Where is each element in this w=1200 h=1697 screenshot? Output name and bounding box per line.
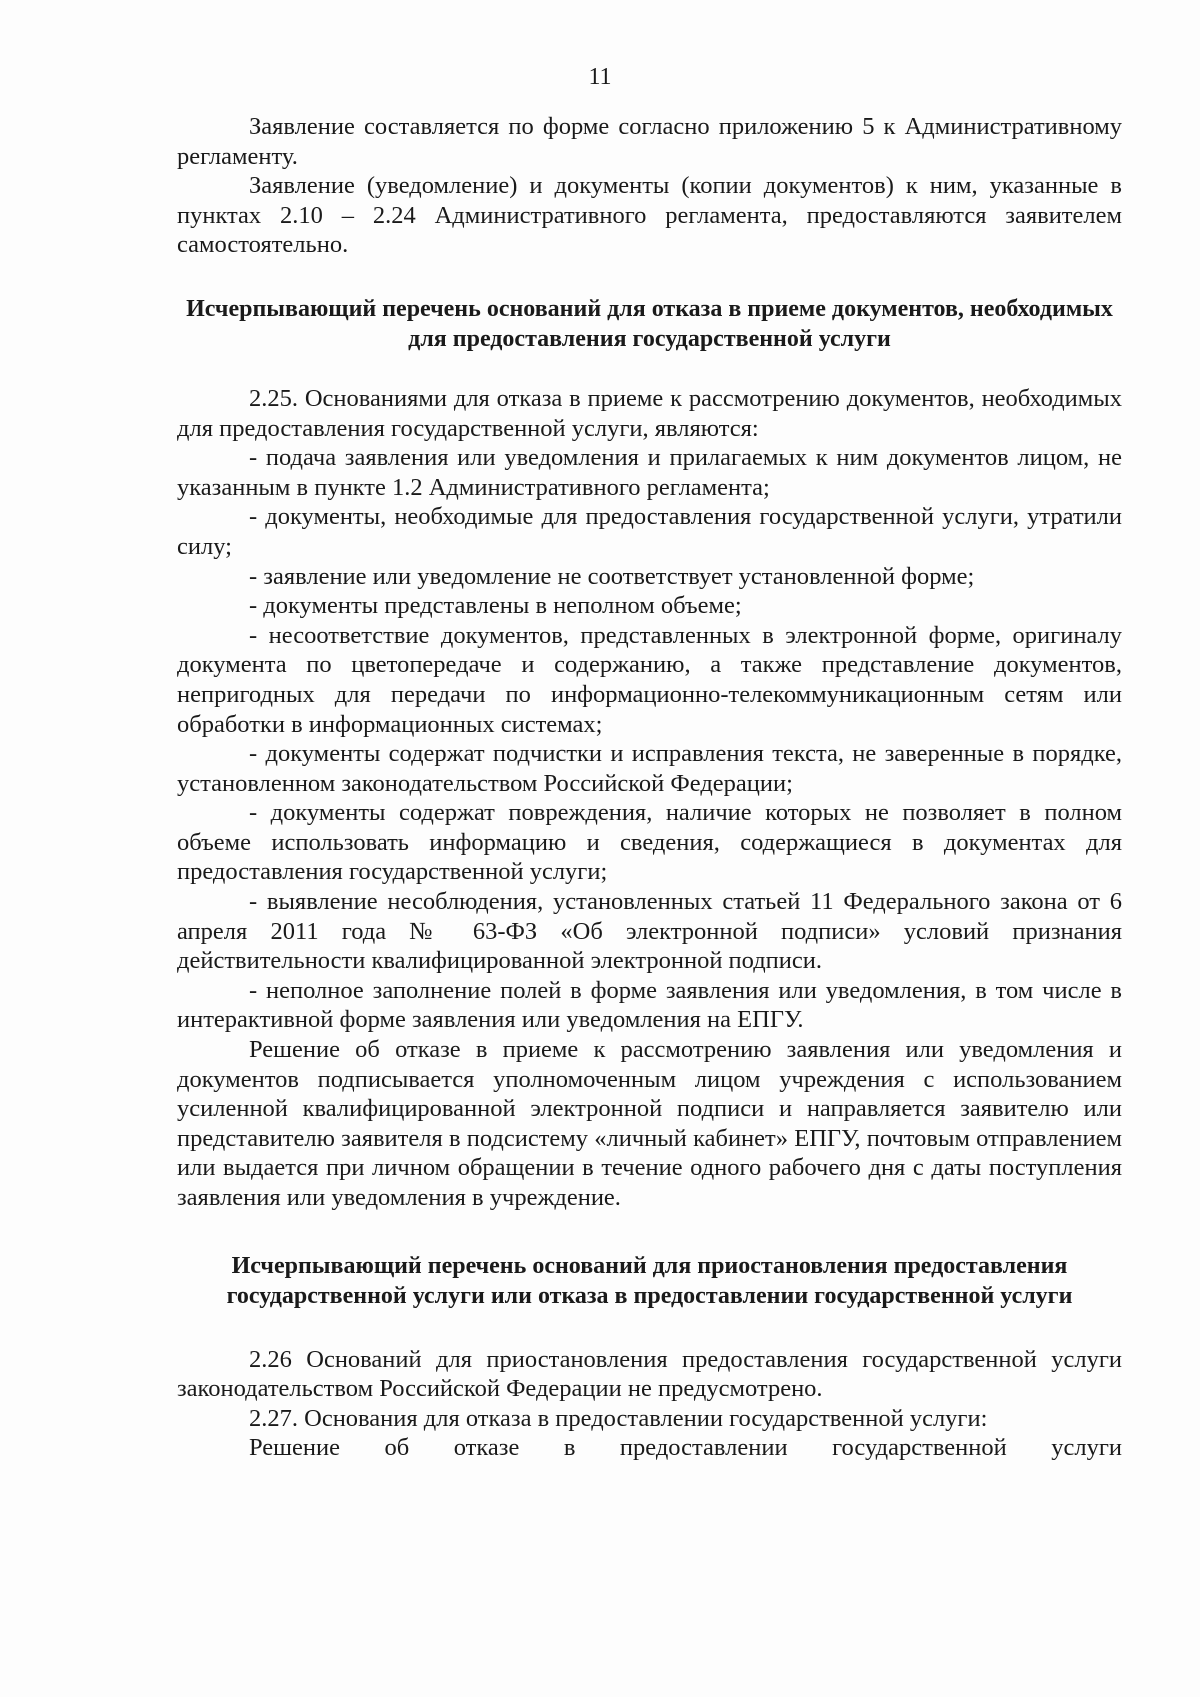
- list-item: - выявление несоблюдения, установленных статьей 11 Федерального закона от 6 апреля 2011 года № 63-ФЗ «Об электронной подписи» условий признания действительности квалифицированной электронной подписи.: [177, 888, 1122, 975]
- list-item: - неполное заполнение полей в форме заявления или уведомления, в том числе в интерактивной форме заявления или уведомления на ЕПГУ.: [177, 976, 1122, 1034]
- section-heading: Исчерпывающий перечень оснований для отказа в приеме документов, необходимых для предоставления государственной услуги: [186, 295, 1113, 352]
- intro-paragraph: Заявление составляется по форме согласно приложению 5 к Административному регламенту.: [177, 113, 1122, 170]
- section-heading: Исчерпывающий перечень оснований для приостановления предоставления государственной услуги или отказа в предоставлении государственной услуги: [226, 1252, 1073, 1309]
- list-item: - документы содержат подчистки и исправления текста, не заверенные в порядке, установленном законодательством Российской Федерации;: [177, 740, 1122, 797]
- body-paragraph: 2.27. Основания для отказа в предоставлении государственной услуги:: [249, 1404, 988, 1432]
- body-paragraph: 2.26 Оснований для приостановления предоставления государственной услуги законодательством Российской Федерации не предусмотрено.: [177, 1345, 1122, 1403]
- list-item: - документы содержат повреждения, наличие которых не позволяет в полном объеме использовать информацию и сведения, содержащиеся в документах для предоставления государственной услуги;: [177, 799, 1122, 886]
- page-number: 11: [588, 64, 612, 90]
- body-paragraph: 2.25. Основаниями для отказа в приеме к рассмотрению документов, необходимых для предоставления государственной услуги, являются:: [177, 384, 1122, 442]
- list-item: - документы, необходимые для предоставления государственной услуги, утратили силу;: [177, 503, 1122, 560]
- body-paragraph: Решение об отказе в предоставлении государственной услуги: [249, 1434, 1122, 1462]
- list-item: - несоответствие документов, представленных в электронной форме, оригиналу документа по цветопередаче и содержанию, а также представление документов, непригодных для передачи по информационно-телекоммуникационным сетям или обработки в информационных системах;: [177, 621, 1122, 738]
- list-item: - документы представлены в неполном объеме;: [249, 592, 742, 620]
- list-item: - подача заявления или уведомления и прилагаемых к ним документов лицом, не указанным в пункте 1.2 Административного регламента;: [177, 444, 1122, 501]
- body-paragraph: Решение об отказе в приеме к рассмотрению заявления или уведомления и документов подписывается уполномоченным лицом учреждения с использованием усиленной квалифицированной электронной подписи и направляется заявителю или представителю заявителя в подсистему «личный кабинет» ЕПГУ, почтовым отправлением или выдается при личном обращении в течение одного рабочего дня с даты поступления заявления или уведомления в учреждение.: [177, 1036, 1122, 1211]
- intro-paragraph: Заявление (уведомление) и документы (копии документов) к ним, указанные в пунктах 2.10 – 2.24 Административного регламента, предоставляются заявителем самостоятельно.: [177, 172, 1122, 259]
- list-item: - заявление или уведомление не соответствует установленной форме;: [249, 562, 975, 590]
- page-body: [177, 112, 1122, 1463]
